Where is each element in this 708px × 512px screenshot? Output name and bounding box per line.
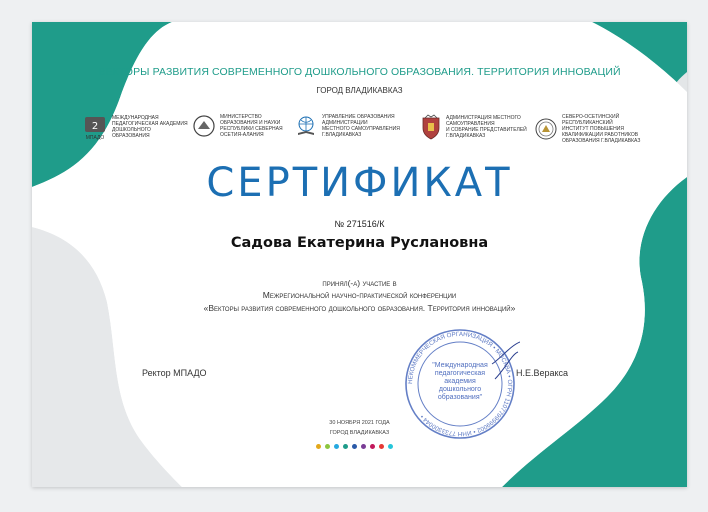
organizer-education-department — [294, 114, 400, 138]
certificate — [32, 22, 687, 487]
issue-city: ГОРОД ВЛАДИКАВКАЗ — [329, 430, 390, 436]
organizer-label: АДМИНИСТРАЦИЯ МЕСТНОГО САМОУПРАВЛЕНИЯ И СОБРАНИЕ ПРЕДСТАВИТЕЛЕЙ Г.ВЛАДИКАВКАЗ — [446, 115, 527, 139]
mpado-abbr: МПАДО — [85, 135, 105, 140]
certificate-number: № 271516/К — [334, 219, 385, 229]
conference-title-line: «Векторы развития современного дошкольного образования. Территория инноваций» — [203, 303, 516, 313]
color-dot — [334, 444, 339, 449]
stamp-inner-text: "Международная педагогическая академия дошкольного образования" — [432, 362, 488, 401]
official-stamp-icon — [400, 324, 520, 444]
globe-book-icon — [294, 114, 318, 138]
color-dot — [370, 444, 375, 449]
color-dot — [343, 444, 348, 449]
signer-name: Н.Е.Веракса — [516, 368, 569, 378]
color-dot — [388, 444, 393, 449]
mpado-logo-icon — [82, 114, 108, 140]
event-city: ГОРОД ВЛАДИКАВКАЗ — [316, 86, 403, 95]
institute-emblem-icon — [534, 117, 558, 141]
organizer-label: УПРАВЛЕНИЕ ОБРАЗОВАНИЯ АДМИНИСТРАЦИИ МЕСТНОГО САМОУПРАВЛЕНИЯ Г.ВЛАДИКАВКАЗ — [322, 114, 400, 138]
organizer-label: МИНИСТЕРСТВО ОБРАЗОВАНИЯ И НАУКИ РЕСПУБЛИКИ СЕВЕРНАЯ ОСЕТИЯ-АЛАНИЯ — [220, 114, 283, 138]
organizer-label: МЕЖДУНАРОДНАЯ ПЕДАГОГИЧЕСКАЯ АКАДЕМИЯ ДОШКОЛЬНОГО ОБРАЗОВАНИЯ — [112, 115, 188, 139]
event-title: ВЕКТОРЫ РАЗВИТИЯ СОВРЕМЕННОГО ДОШКОЛЬНОГО ОБРАЗОВАНИЯ. ТЕРРИТОРИЯ ИННОВАЦИЙ — [98, 66, 621, 78]
svg-text:2: 2 — [91, 121, 99, 132]
color-dots — [316, 444, 393, 449]
color-dot — [316, 444, 321, 449]
certificate-heading: СЕРТИФИКАТ — [206, 160, 513, 206]
organizer-ministry — [192, 114, 283, 138]
color-dot — [361, 444, 366, 449]
color-dot — [352, 444, 357, 449]
organizer-institute — [534, 114, 640, 144]
recipient-name: Садова Екатерина Руслановна — [230, 235, 489, 251]
stamp-ring-text: НЕКОММЕРЧЕСКАЯ ОРГАНИЗАЦИЯ • МОСКВА • ОГРН 1107799999002 • ИНН 7733300044 • — [406, 330, 514, 438]
city-coat-of-arms-icon — [420, 114, 442, 140]
rector-label: Ректор МПАДО — [142, 368, 207, 378]
ministry-emblem-icon — [192, 114, 216, 138]
organizer-label: СЕВЕРО-ОСЕТИНСКИЙ РЕСПУБЛИКАНСКИЙ ИНСТИТУТ ПОВЫШЕНИЯ КВАЛИФИКАЦИИ РАБОТНИКОВ ОБРАЗОВАНИЯ Г.ВЛАДИКАВКАЗ — [562, 114, 641, 144]
issue-date: 30 НОЯБРЯ 2021 ГОДА — [329, 420, 390, 426]
color-dot — [379, 444, 384, 449]
organizer-mpado — [82, 114, 188, 140]
organizer-city-administration — [420, 114, 527, 140]
participation-line: принял(-а) участие в — [322, 278, 397, 288]
conference-type-line: Межрегиональной научно-практической конференции — [262, 290, 457, 300]
color-dot — [325, 444, 330, 449]
